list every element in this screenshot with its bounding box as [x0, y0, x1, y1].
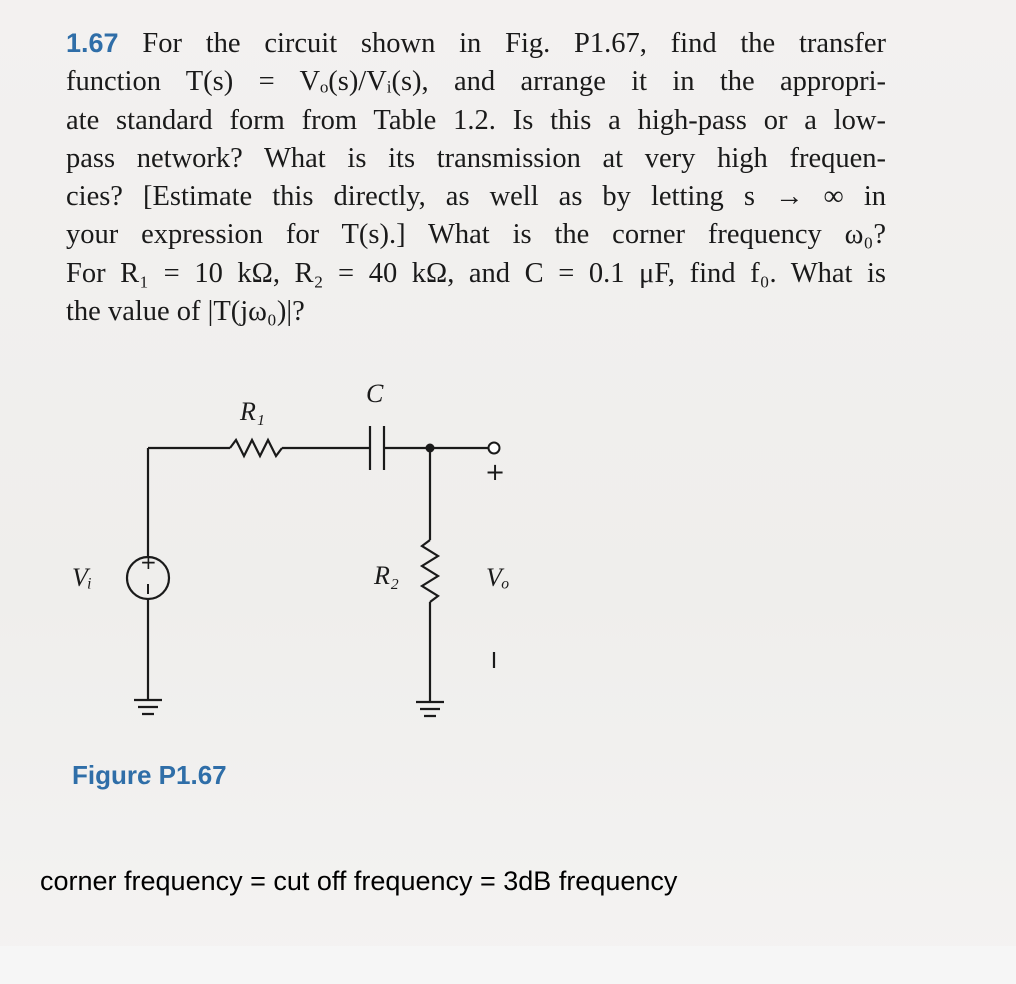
label-r2: R₂: [374, 561, 399, 590]
problem-line-4: pass network? What is its transmission at very high frequen-: [66, 142, 886, 174]
ground-r2: [416, 702, 444, 716]
problem-line-5: cies? [Estimate this directly, as well as by letting s → ∞ in: [66, 181, 886, 213]
label-r1: R₁: [240, 397, 265, 426]
source-plus-mark: +: [140, 550, 157, 574]
output-plus-mark: +: [485, 458, 506, 486]
note-text: corner frequency = cut off frequency = 3dB frequency: [40, 866, 678, 896]
problem-line-6: your expression for T(s).] What is the corner frequency ω₀?: [66, 219, 886, 251]
problem-line-7: For R₁ = 10 kΩ, R₂ = 40 kΩ, and C = 0.1 μF, find f₀. What is: [66, 257, 886, 289]
problem-line-1-text: For the circuit shown in Fig. P1.67, find the transfer: [142, 28, 887, 59]
resistor-r2: [422, 540, 438, 602]
label-c: C: [366, 379, 384, 408]
figure-caption: Figure P1.67: [72, 760, 227, 790]
resistor-r1: [230, 440, 282, 456]
ground-source: [134, 700, 162, 714]
bottom-strip: [0, 946, 1016, 984]
problem-line-3: ate standard form from Table 1.2. Is this a high-pass or a low-: [66, 104, 886, 136]
label-vo: Vₒ: [486, 563, 510, 592]
node-dot: [426, 444, 435, 453]
problem-line-2: function T(s) = Vₒ(s)/Vᵢ(s), and arrange it in the appropri-: [66, 66, 886, 98]
output-terminal: [489, 443, 500, 454]
problem-number: 1.67: [66, 28, 119, 58]
label-vi: Vᵢ: [72, 563, 92, 592]
problem-line-8: the value of |T(jω₀)|?: [66, 296, 305, 328]
